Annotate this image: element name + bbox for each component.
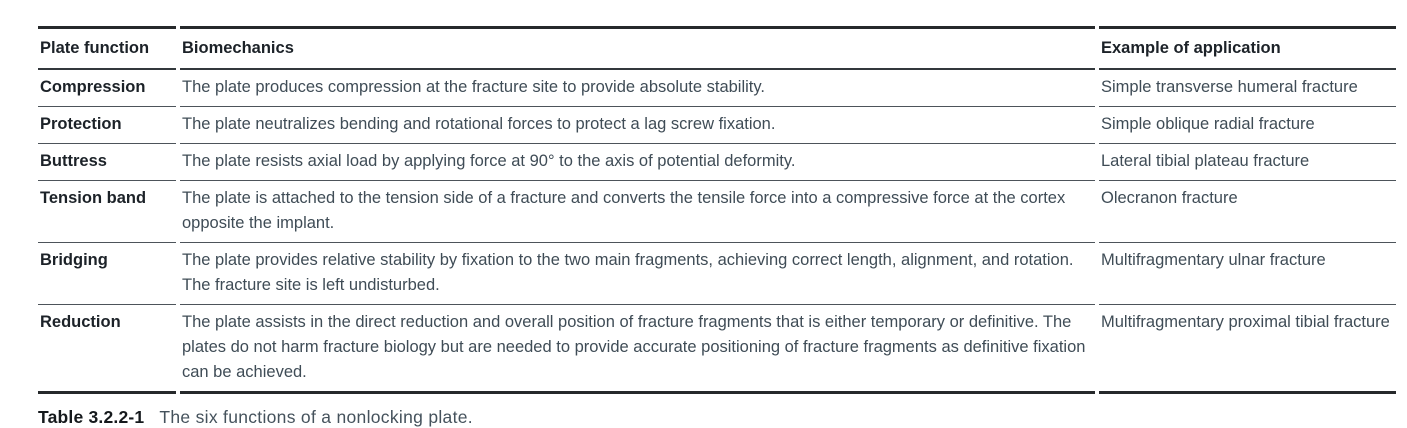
table-caption	[38, 407, 1407, 428]
cell-example: Multifragmentary ulnar fracture	[1099, 243, 1396, 305]
table-header-row	[38, 26, 1396, 70]
cell-plate-function: Reduction	[38, 305, 176, 394]
cell-plate-function: Compression	[38, 70, 176, 107]
cell-example: Simple transverse humeral fracture	[1099, 70, 1396, 107]
cell-biomechanics: The plate assists in the direct reduction and overall position of fracture fragments that is either temporary or definitive. The plates do not harm fracture biology but are needed to provide accurate positioning of fracture fragments as definitive fixation can be achieved.	[180, 305, 1095, 394]
cell-plate-function: Protection	[38, 107, 176, 144]
table-row-buttress	[38, 144, 1396, 181]
table-row-protection	[38, 107, 1396, 144]
caption-label: Table 3.2.2-1	[38, 407, 145, 427]
table-row-tension-band	[38, 181, 1396, 243]
cell-plate-function: Tension band	[38, 181, 176, 243]
cell-biomechanics: The plate provides relative stability by fixation to the two main fragments, achieving correct length, alignment, and rotation. The fracture site is left undisturbed.	[180, 243, 1095, 305]
cell-plate-function: Buttress	[38, 144, 176, 181]
cell-example: Multifragmentary proximal tibial fracture	[1099, 305, 1396, 394]
table-row-bridging	[38, 243, 1396, 305]
table-row-compression	[38, 70, 1396, 107]
caption-text: The six functions of a nonlocking plate.	[159, 407, 473, 427]
cell-example: Olecranon fracture	[1099, 181, 1396, 243]
header-biomechanics: Biomechanics	[180, 26, 1095, 70]
cell-biomechanics: The plate produces compression at the fracture site to provide absolute stability.	[180, 70, 1095, 107]
cell-biomechanics: The plate resists axial load by applying force at 90° to the axis of potential deformity.	[180, 144, 1095, 181]
cell-biomechanics: The plate neutralizes bending and rotational forces to protect a lag screw fixation.	[180, 107, 1095, 144]
cell-plate-function: Bridging	[38, 243, 176, 305]
cell-example: Lateral tibial plateau fracture	[1099, 144, 1396, 181]
cell-biomechanics: The plate is attached to the tension side of a fracture and converts the tensile force into a compressive force at the cortex opposite the implant.	[180, 181, 1095, 243]
cell-example: Simple oblique radial fracture	[1099, 107, 1396, 144]
plate-functions-table	[34, 26, 1400, 394]
table-row-reduction	[38, 305, 1396, 394]
header-example-of-application: Example of application	[1099, 26, 1396, 70]
header-plate-function: Plate function	[38, 26, 176, 70]
